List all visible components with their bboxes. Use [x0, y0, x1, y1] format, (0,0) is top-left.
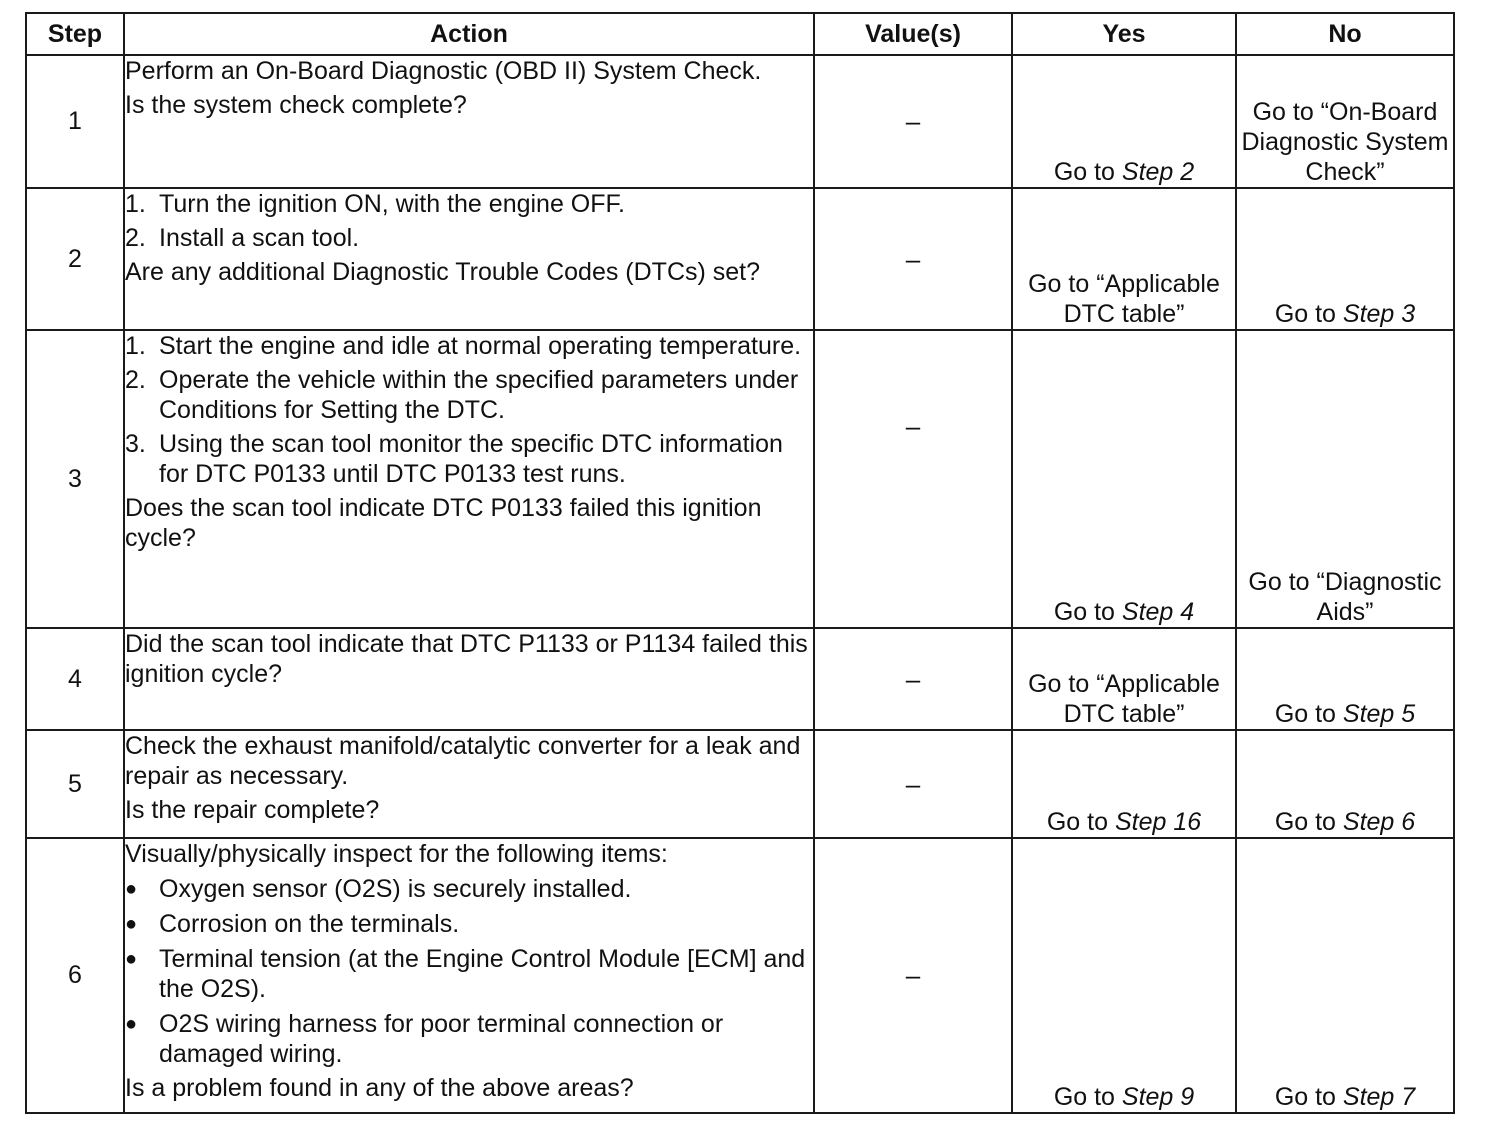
action-question: Is a problem found in any of the above areas? [125, 1074, 634, 1102]
no-cell[interactable]: Go to “Diagnostic Aids” [1236, 330, 1454, 628]
step-number: 5 [26, 730, 124, 838]
step-number: 6 [26, 838, 124, 1113]
no-step-link[interactable]: Step 7 [1342, 1083, 1416, 1111]
header-yes: Yes [1012, 13, 1236, 55]
no-step-link[interactable]: Step 5 [1342, 700, 1416, 728]
item-number: 3. [125, 430, 146, 458]
numbered-item [125, 429, 813, 489]
yes-step-link[interactable]: Step 9 [1121, 1083, 1195, 1111]
action-question: Does the scan tool indicate DTC P0133 failed this ignition cycle? [125, 494, 762, 552]
yes-cell[interactable] [1012, 730, 1236, 838]
bullet-item [125, 944, 813, 1004]
numbered-item [125, 365, 813, 425]
bullet-text: Corrosion on the terminals. [159, 910, 460, 938]
item-text: Using the scan tool monitor the specific DTC information for DTC P0133 until DTC P0133 test runs. [159, 430, 783, 488]
item-number: 1. [125, 332, 146, 360]
no-cell[interactable] [1236, 188, 1454, 330]
bullet-text: Terminal tension (at the Engine Control Module [ECM] and the O2S). [159, 945, 806, 1003]
bullet-text: Oxygen sensor (O2S) is securely installed. [159, 875, 632, 903]
no-step-link[interactable]: Step 3 [1342, 300, 1416, 328]
yes-prefix: Go to [1053, 1083, 1122, 1111]
action-cell [124, 330, 814, 628]
header-values: Value(s) [814, 13, 1012, 55]
value-cell: – [814, 55, 1012, 188]
item-text: Operate the vehicle within the specified parameters under Conditions for Setting the DTC. [159, 366, 799, 424]
value-cell: – [814, 330, 1012, 628]
numbered-item [125, 331, 813, 361]
bullet-item [125, 1009, 813, 1069]
value-cell: – [814, 838, 1012, 1113]
table-row [26, 838, 1454, 1113]
yes-cell[interactable]: Go to “Applicable DTC table” [1012, 628, 1236, 730]
numbered-item [125, 223, 813, 253]
yes-prefix: Go to [1053, 158, 1122, 186]
step-number: 4 [26, 628, 124, 730]
yes-prefix: Go to [1053, 598, 1122, 626]
action-question: Are any additional Diagnostic Trouble Codes (DTCs) set? [125, 258, 761, 286]
bullet-icon: ● [125, 1013, 138, 1035]
action-text: Check the exhaust manifold/catalytic converter for a leak and repair as necessary. [125, 732, 801, 790]
table-row [26, 628, 1454, 730]
header-step: Step [26, 13, 124, 55]
bullet-icon: ● [125, 913, 138, 935]
action-question: Is the repair complete? [125, 796, 380, 824]
table-row [26, 730, 1454, 838]
table-row [26, 188, 1454, 330]
no-cell[interactable] [1236, 730, 1454, 838]
yes-cell[interactable]: Go to “Applicable DTC table” [1012, 188, 1236, 330]
yes-prefix: Go to [1046, 808, 1115, 836]
no-step-link[interactable]: Step 6 [1342, 808, 1416, 836]
step-number: 2 [26, 188, 124, 330]
no-cell[interactable]: Go to “On-Board Diagnostic System Check” [1236, 55, 1454, 188]
no-prefix: Go to [1274, 700, 1343, 728]
action-cell [124, 838, 814, 1113]
action-cell [124, 730, 814, 838]
item-number: 2. [125, 224, 146, 252]
action-cell [124, 188, 814, 330]
item-text: Install a scan tool. [159, 224, 360, 252]
action-question: Is the system check complete? [125, 91, 467, 119]
no-prefix: Go to [1274, 300, 1343, 328]
table-row [26, 55, 1454, 188]
bullet-item [125, 909, 813, 939]
table-row [26, 330, 1454, 628]
diagnostic-table [25, 12, 1455, 1114]
no-prefix: Go to [1274, 808, 1343, 836]
header-no: No [1236, 13, 1454, 55]
bullet-item [125, 874, 813, 904]
bullet-icon: ● [125, 948, 138, 970]
yes-cell[interactable] [1012, 330, 1236, 628]
header-action: Action [124, 13, 814, 55]
step-number: 1 [26, 55, 124, 188]
bullet-text: O2S wiring harness for poor terminal connection or damaged wiring. [159, 1010, 724, 1068]
item-number: 2. [125, 366, 146, 394]
action-text: Visually/physically inspect for the following items: [125, 840, 668, 868]
action-cell [124, 628, 814, 730]
yes-step-link[interactable]: Step 2 [1121, 158, 1195, 186]
action-question: Did the scan tool indicate that DTC P1133 or P1134 failed this ignition cycle? [125, 630, 808, 688]
no-cell[interactable] [1236, 838, 1454, 1113]
item-text: Turn the ignition ON, with the engine OFF. [159, 190, 625, 218]
yes-cell[interactable] [1012, 838, 1236, 1113]
bullet-icon: ● [125, 878, 138, 900]
item-text: Start the engine and idle at normal operating temperature. [159, 332, 802, 360]
step-number: 3 [26, 330, 124, 628]
action-text: Perform an On-Board Diagnostic (OBD II) System Check. [125, 57, 762, 85]
numbered-item [125, 189, 813, 219]
yes-step-link[interactable]: Step 16 [1114, 808, 1202, 836]
action-cell [124, 55, 814, 188]
header-row [26, 13, 1454, 55]
yes-cell[interactable] [1012, 55, 1236, 188]
value-cell: – [814, 628, 1012, 730]
no-prefix: Go to [1274, 1083, 1343, 1111]
value-cell: – [814, 188, 1012, 330]
item-number: 1. [125, 190, 146, 218]
value-cell: – [814, 730, 1012, 838]
no-cell[interactable] [1236, 628, 1454, 730]
yes-step-link[interactable]: Step 4 [1121, 598, 1195, 626]
